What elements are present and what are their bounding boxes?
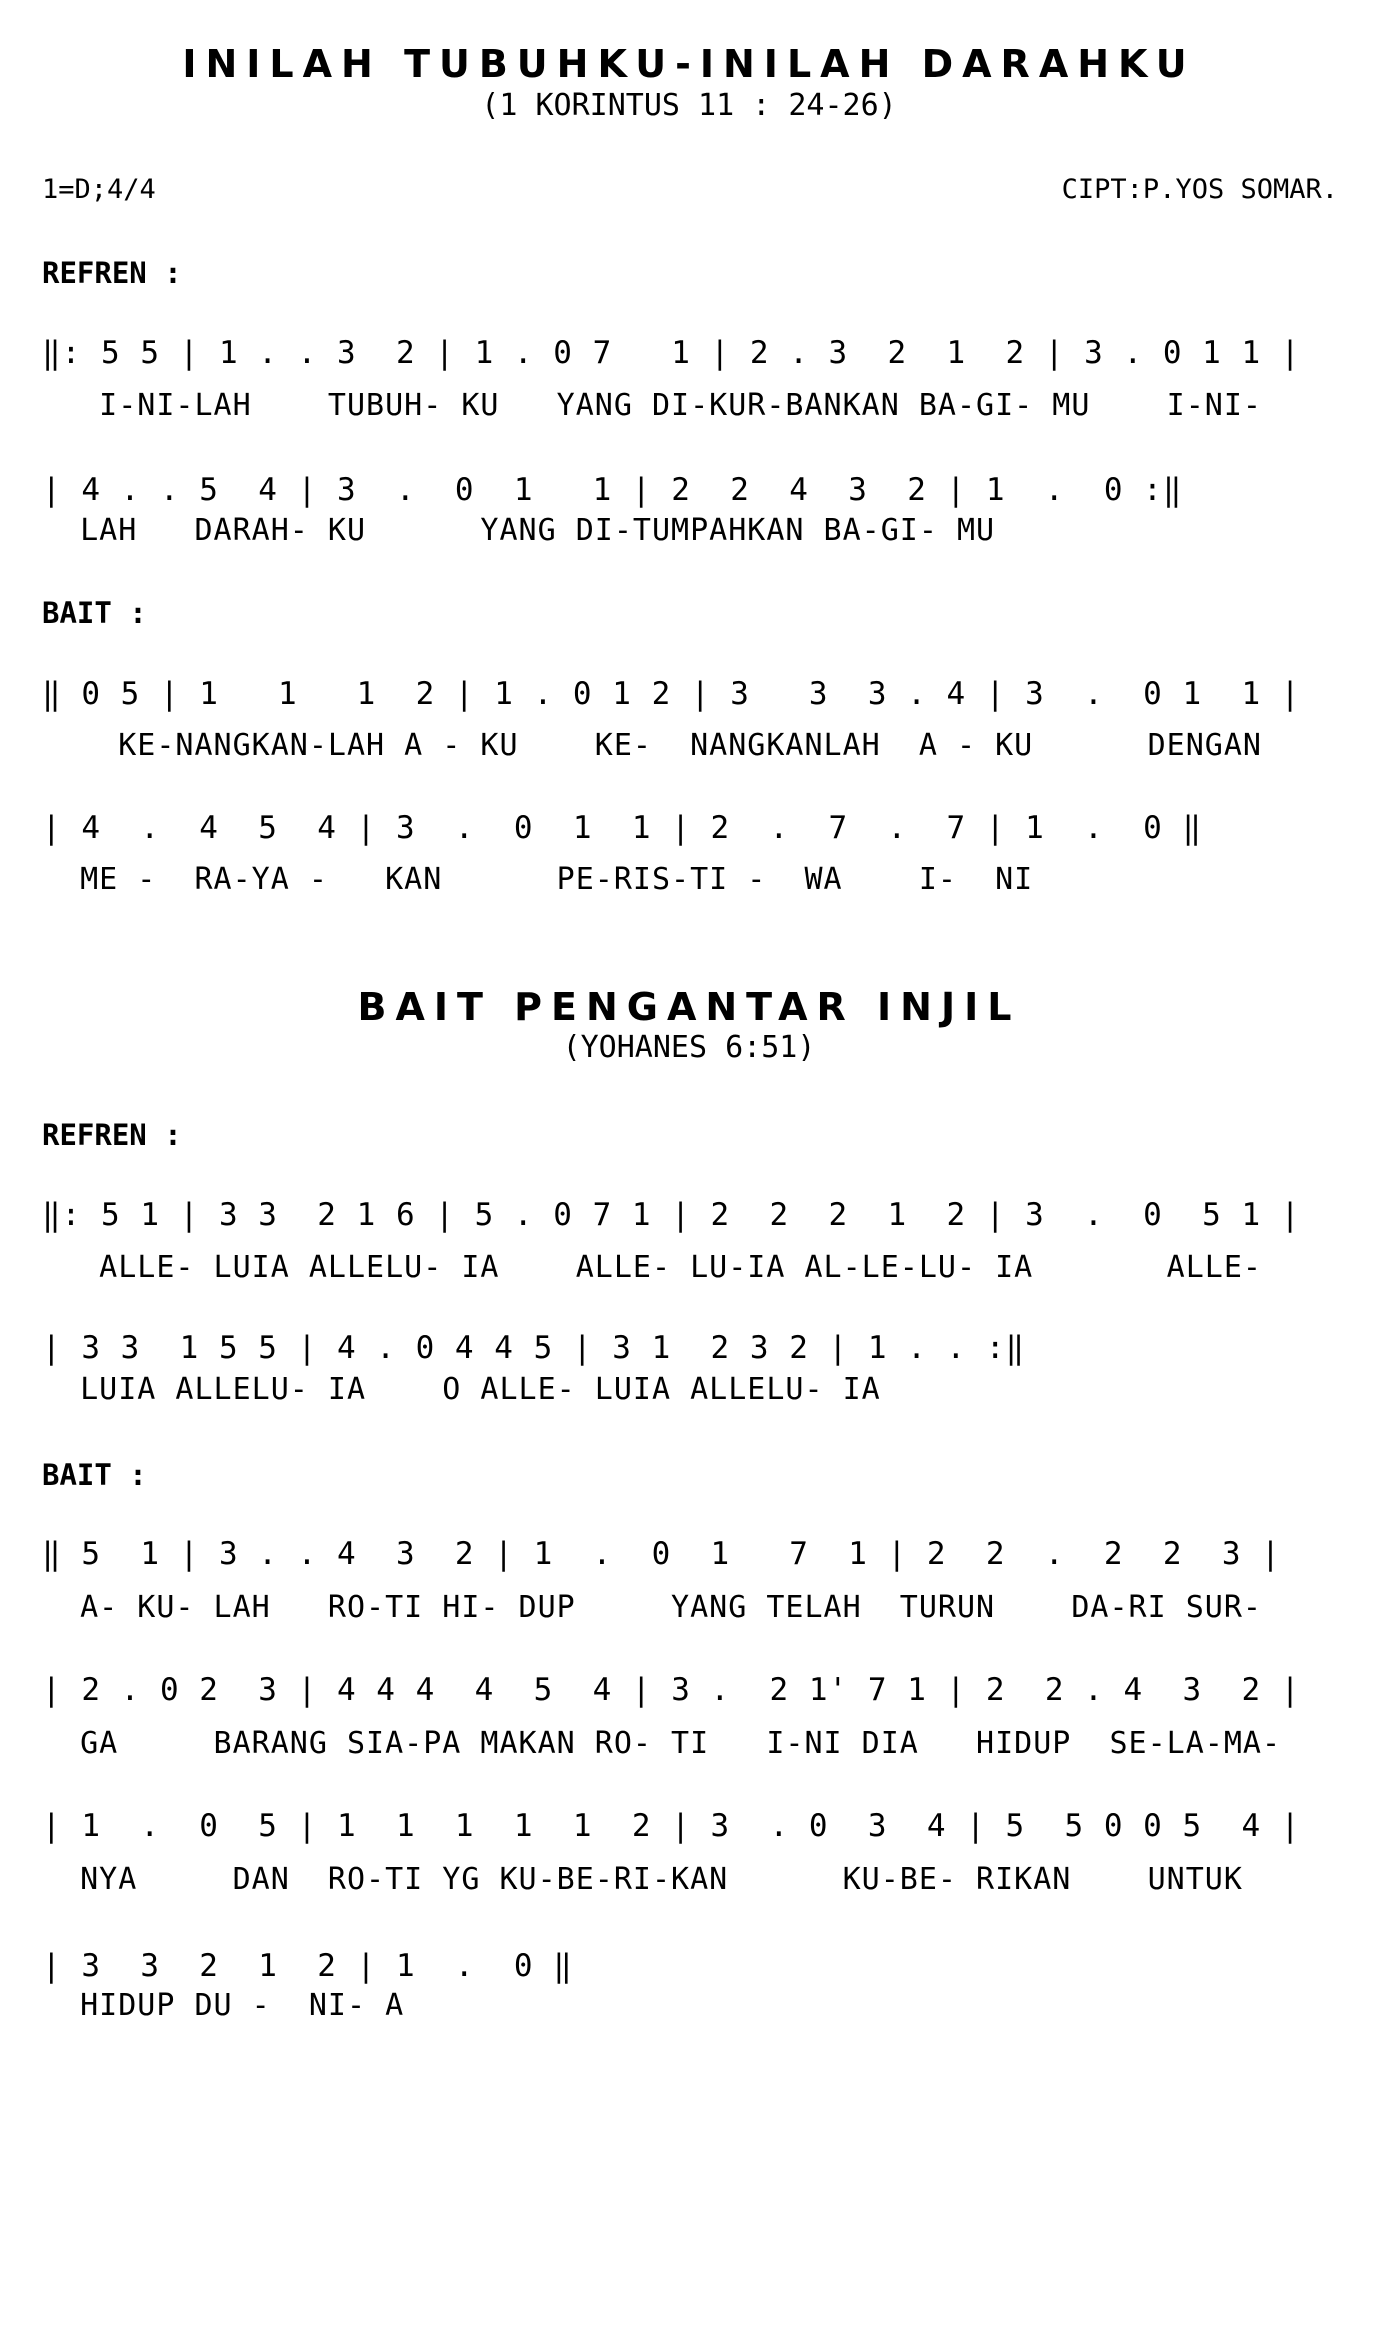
song2-bait-lyrics-3: NYA DAN RO-TI YG KU-BE-RI-KAN KU-BE- RIKAN UNTUK [42, 1862, 1243, 1897]
song2-bait-notes-3: | 1 . 0 5 | 1 1 1 1 1 2 | 3 . 0 3 4 | 5 5 0 0 5 4 | [42, 1808, 1301, 1844]
song2-bait-notes-1: ‖ 5 1 | 3 . . 4 3 2 | 1 . 0 1 7 1 | 2 2 . 2 2 3 | [42, 1536, 1281, 1572]
song2-reference: (YOHANES 6:51) [562, 1030, 816, 1065]
song1-key: 1=D;4/4 [42, 174, 156, 205]
song2-bait-notes-4: | 3 3 2 1 2 | 1 . 0 ‖ [42, 1948, 573, 1984]
song1-bait-notes-1: ‖ 0 5 | 1 1 1 2 | 1 . 0 1 2 | 3 3 3 . 4 | 3 . 0 1 1 | [42, 676, 1301, 712]
song2-bait-lyrics-4: HIDUP DU - NI- A [42, 1988, 405, 2023]
song2-bait-lyrics-1: A- KU- LAH RO-TI HI- DUP YANG TELAH TURUN DA-RI SUR- [42, 1590, 1262, 1625]
song1-bait-notes-2: | 4 . 4 5 4 | 3 . 0 1 1 | 2 . 7 . 7 | 1 . 0 ‖ [42, 810, 1203, 846]
song1-composer: CIPT:P.YOS SOMAR. [1061, 174, 1338, 205]
song2-bait-label: BAIT : [42, 1458, 147, 1492]
song2-bait-notes-2: | 2 . 0 2 3 | 4 4 4 4 5 4 | 3 . 2 1' 7 1 | 2 2 . 4 3 2 | [42, 1672, 1301, 1708]
song2-refren-label: REFREN : [42, 1118, 182, 1152]
song2-bait-lyrics-2: GA BARANG SIA-PA MAKAN RO- TI I-NI DIA HIDUP SE-LA-MA- [42, 1726, 1281, 1761]
song2-refren-lyrics-2: LUIA ALLELU- IA O ALLE- LUIA ALLELU- IA [42, 1372, 881, 1407]
song1-refren-notes-2: | 4 . . 5 4 | 3 . 0 1 1 | 2 2 4 3 2 | 1 . 0 :‖ [42, 472, 1183, 508]
song1-refren-lyrics-2: LAH DARAH- KU YANG DI-TUMPAHKAN BA-GI- MU [42, 513, 996, 548]
song1-refren-label: REFREN : [42, 256, 182, 290]
song2-refren-notes-2: | 3 3 1 5 5 | 4 . 0 4 4 5 | 3 1 2 3 2 | 1 . . :‖ [42, 1330, 1026, 1366]
song1-bait-lyrics-1: KE-NANGKAN-LAH A - KU KE- NANGKANLAH A - KU DENGAN [42, 728, 1262, 763]
song1-bait-label: BAIT : [42, 596, 147, 630]
song1-reference: (1 KORINTUS 11 : 24-26) [481, 88, 897, 123]
song1-refren-lyrics-1: I-NI-LAH TUBUH- KU YANG DI-KUR-BANKAN BA-GI- MU I-NI- [42, 388, 1262, 423]
song1-title: INILAH TUBUHKU-INILAH DARAHKU [182, 42, 1196, 86]
song2-refren-lyrics-1: ALLE- LUIA ALLELU- IA ALLE- LU-IA AL-LE-LU- IA ALLE- [42, 1250, 1262, 1285]
song2-title: BAIT PENGANTAR INJIL [357, 985, 1021, 1029]
song1-refren-notes-1: ‖: 5 5 | 1 . . 3 2 | 1 . 0 7 1 | 2 . 3 2 1 2 | 3 . 0 1 1 | [42, 335, 1301, 371]
song2-refren-notes-1: ‖: 5 1 | 3 3 2 1 6 | 5 . 0 7 1 | 2 2 2 1 2 | 3 . 0 5 1 | [42, 1197, 1301, 1233]
song1-bait-lyrics-2: ME - RA-YA - KAN PE-RIS-TI - WA I- NI [42, 862, 1034, 897]
